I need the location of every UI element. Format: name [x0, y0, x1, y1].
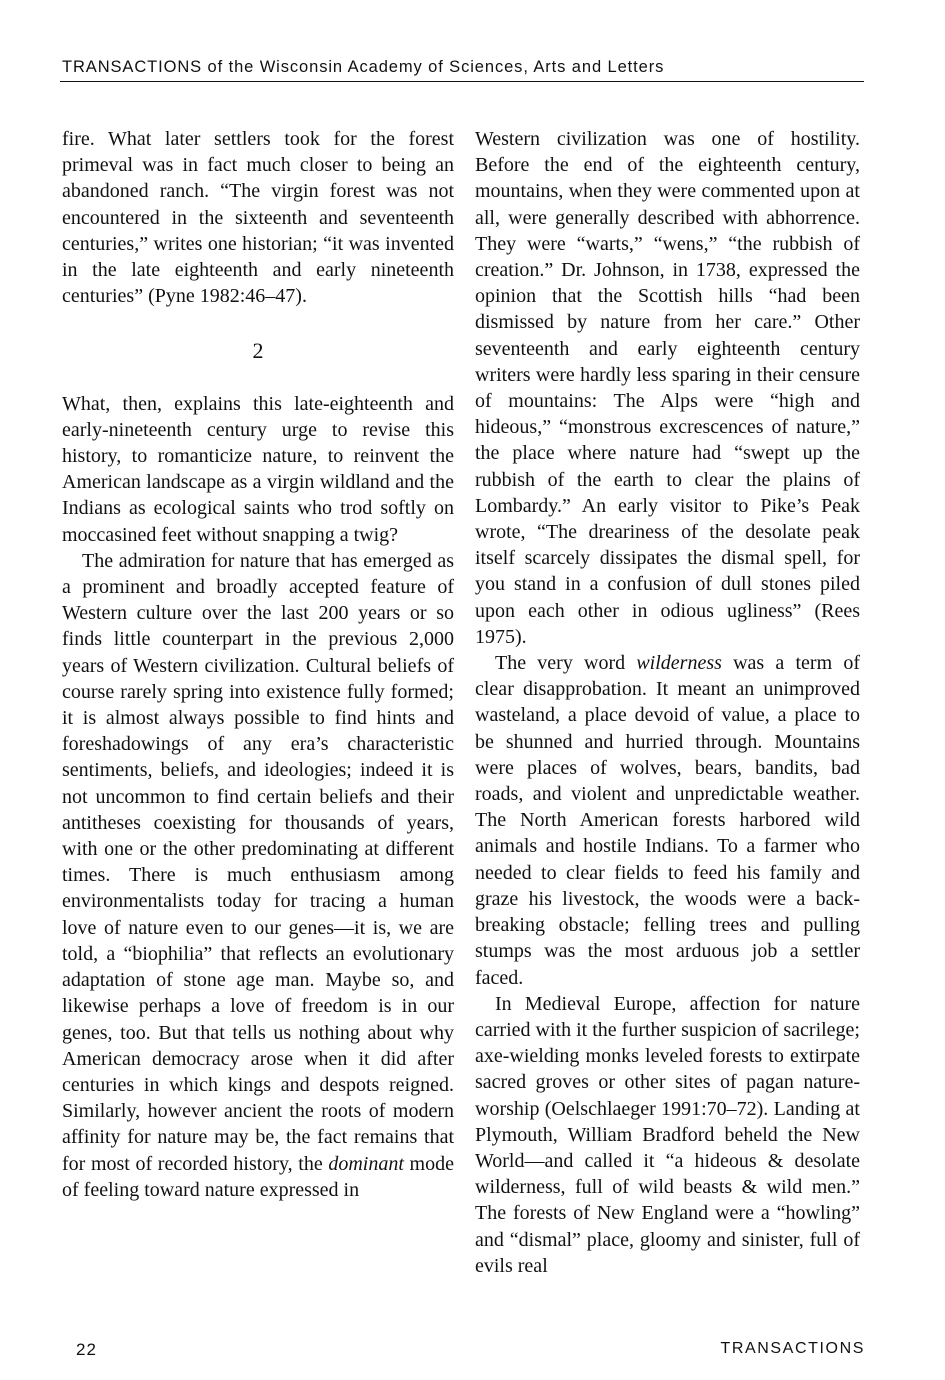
paragraph: fire. What later settlers took for the forest primeval was in fact much closer to being an abandoned ranch. “The virgin forest was not encountered in the sixteenth and seventeenth centuries,” writes one historian; “it was invented in the late eighteenth and early nineteenth centuries” (Pyne 1982:46–47). — [62, 128, 454, 308]
right-column — [475, 126, 860, 1279]
paragraph-text: was a term of clear disapprobation. It meant an unimproved wasteland, a place devoid of value, a place to be shunned and hurried through. Mountains were places of wolves, bears, bandits, bad roads, and violent and unpredictable weather. The North American forests harbored wild animals and hostile Indians. To a farmer who needed to clear fields to feed his family and graze his livestock, the woods were a back-breaking obstacle; felling trees and pulling stumps was the most arduous job a settler faced. — [475, 652, 861, 989]
paragraph-text: mode of feeling toward nature expressed in — [62, 1152, 454, 1201]
paragraph-text: The very word — [495, 652, 637, 675]
running-head: TRANSACTIONS of the Wisconsin Academy of Sciences, Arts and Letters — [62, 58, 665, 76]
paragraph: In Medieval Europe, affection for nature carried with it the further suspicion of sacrilege; axe-wielding monks leveled forests to extirpate sacred groves or other sites of pagan nature-worship (Oelschlaeger 1991:70–72). Landing at Plymouth, William Bradford beheld the New World—and called it “a hideous & desolate wilderness, full of wild beasts & wild men.” The forests of New England were a “howling” and “dismal” place, gloomy and sinister, full of evils real — [475, 992, 860, 1277]
left-column — [62, 126, 454, 1203]
paragraph-text: The admiration for nature that has emerged as a prominent and broadly accepted feature of Western culture over the last 200 years or so finds little counterpart in the previous 2,000 years of Western civilization. Cultural beliefs of course rarely spring into existence fully formed; it is almost always possible to find hints and foreshadowings of any era’s characteristic sentiments, beliefs, and ideologies; indeed it is not uncommon to find certain beliefs and their antitheses coexisting for thousands of years, with one or the other predominating at different times. There is much enthusiasm among environmentalists today for tracing a human love of nature even to our genes—it is, we are told, a “biophilia” that reflects an evolutionary adaptation of stone age man. Maybe so, and likewise perhaps a love of freedom is in our genes, too. But that tells us nothing about why American democracy arose when it did after centuries in which kings and despots reigned. Similarly, however ancient the roots of modern affinity for nature may be, the fact remains that for most of recorded history, the — [62, 549, 454, 1175]
paragraph: Western civilization was one of hostility. Before the end of the eighteenth century, mountains, when they were commented upon at all, were generally described with abhorrence. They were “warts,” “wens,” “the rubbish of creation.” Dr. Johnson, in 1738, expressed the opinion that the Scottish hills “had been dismissed by nature from her care.” Other seventeenth and early eighteenth century writers were hardly less sparing in their censure of mountains: The Alps were “high and hideous,” “monstrous excrescences of nature,” the place where nature had “swept up the rubbish of the earth to clear the plains of Lombardy.” An early visitor to Pike’s Peak wrote, “The dreariness of the desolate peak itself scarcely dissipates the dismal spell, for you stand in a confusion of dull stones piled upon each other in odious ugliness” (Rees 1975). — [475, 128, 860, 648]
emphasis-text: wilderness — [636, 652, 722, 675]
section-number: 2 — [252, 338, 264, 364]
footer-journal-title: TRANSACTIONS — [720, 1340, 865, 1357]
paragraph — [62, 548, 454, 1203]
paragraph — [475, 650, 860, 991]
emphasis-text: dominant — [328, 1152, 404, 1175]
header-rule — [60, 81, 864, 82]
paragraph: What, then, explains this late-eighteenth and early-nineteenth century urge to revise this history, to romanticize nature, to reinvent the American landscape as a virgin wildland and the Indians as ecological saints who trod softly on moccasined feet without snapping a twig? — [62, 392, 454, 546]
page-number: 22 — [76, 1340, 97, 1359]
